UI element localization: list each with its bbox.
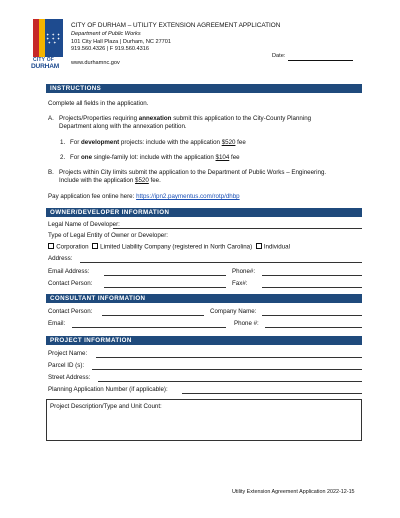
consultant-email-field[interactable] (72, 327, 226, 328)
item-b-marker: B. (48, 169, 54, 176)
logo-bars (33, 19, 63, 57)
payment-link[interactable]: https://ipn2.paymentus.com/rotp/dhbp (136, 193, 240, 200)
sub1-fee: $520 (221, 139, 236, 146)
owner-phone-field[interactable] (262, 275, 362, 276)
item-a-text (59, 115, 359, 122)
entity-type-label: Type of Legal Entity of Owner or Developer: (48, 232, 169, 239)
sub1-mid: projects: include with the application (119, 139, 222, 146)
planning-number-label: Planning Application Number (if applicable): (48, 386, 168, 393)
item-a-line2: Department along with the annexation petition. (59, 123, 187, 130)
sub2-post: fee (229, 154, 240, 161)
sub2-fee: $104 (215, 154, 230, 161)
instructions-intro: Complete all fields in the application. (48, 100, 149, 107)
sub2-marker: 2. (60, 154, 66, 161)
sub1-bold: development (81, 139, 120, 146)
department-name: Department of Public Works (71, 31, 141, 37)
logo-durham-text: DURHAM (31, 63, 60, 70)
city-of-durham-logo (33, 19, 63, 71)
corporation-label: Corporation (56, 243, 89, 251)
corporation-checkbox[interactable] (48, 243, 54, 249)
sub2-mid: single-family lot: include with the application (92, 154, 216, 161)
llc-checkbox[interactable] (92, 243, 98, 249)
item-b-post: fee. (148, 177, 161, 184)
department-phone: 919.560.4326 | F 919.560.4316 (71, 46, 149, 52)
item-b-pre: Include with the application (59, 177, 136, 184)
individual-checkbox[interactable] (256, 243, 262, 249)
item-b-fee: $520 (135, 177, 149, 184)
date-label: Date: (272, 53, 286, 59)
owner-address-label: Address: (48, 255, 73, 262)
item-b-line2 (59, 177, 161, 184)
project-description-box[interactable] (46, 399, 362, 441)
consultant-phone-field[interactable] (265, 327, 362, 328)
consultant-email-label: Email: (48, 320, 66, 327)
pay-online-pre: Pay application fee online here: (48, 193, 137, 200)
project-name-field[interactable] (96, 357, 362, 358)
consultant-company-field[interactable] (262, 315, 362, 316)
consultant-contact-label: Contact Person: (48, 308, 93, 315)
owner-heading: OWNER/DEVELOPER INFORMATION (46, 208, 362, 217)
parcel-id-field[interactable] (92, 369, 362, 370)
individual-label: Individual (263, 243, 290, 251)
project-description-label: Project Description/Type and Unit Count: (50, 403, 162, 410)
logo-stars-icon: ✦ ✦ ✦ ✦ ✦ ✦ ✦ ✦ (46, 32, 61, 45)
item-a-bold: annexation (138, 115, 172, 122)
owner-address-field[interactable] (80, 262, 362, 263)
department-address: 101 City Hall Plaza | Durham, NC 27701 (71, 39, 172, 45)
consultant-phone-label: Phone #: (234, 320, 259, 327)
pay-online-text (48, 193, 240, 200)
owner-fax-field[interactable] (262, 287, 362, 288)
logo-city-text: CITY OF (33, 57, 55, 63)
street-address-field[interactable] (98, 381, 362, 382)
consultant-company-label: Company Name: (210, 308, 257, 315)
sub2-bold: one (81, 154, 93, 161)
item-a-marker: A. (48, 115, 54, 122)
date-field[interactable] (288, 60, 353, 61)
sub1-pre: For (70, 139, 82, 146)
website-link[interactable]: www.durhamnc.gov (71, 60, 120, 66)
project-heading: PROJECT INFORMATION (46, 336, 362, 345)
sub1-marker: 1. (60, 139, 66, 146)
item-b-line1: Projects within City limits submit the application to the Department of Public Works – Engineering. (59, 169, 327, 176)
sub2-text (70, 154, 240, 161)
instructions-heading: INSTRUCTIONS (46, 84, 362, 93)
footer-version: Utility Extension Agreement Application 2022-12-15 (232, 489, 355, 495)
consultant-heading: CONSULTANT INFORMATION (46, 294, 362, 303)
owner-contact-field[interactable] (104, 287, 226, 288)
owner-email-label: Email Address: (48, 268, 90, 275)
planning-number-field[interactable] (182, 393, 362, 394)
legal-name-label: Legal Name of Developer: (48, 221, 120, 228)
item-a-pre: Projects/Properties requiring (59, 115, 139, 122)
sub2-pre: For (70, 154, 82, 161)
item-a-post: submit this application to the City-County Planning (171, 115, 312, 122)
page-title: CITY OF DURHAM – UTILITY EXTENSION AGREEMENT APPLICATION (71, 22, 281, 29)
entity-type-options (48, 243, 290, 251)
parcel-id-label: Parcel ID (s): (48, 362, 85, 369)
owner-email-field[interactable] (104, 275, 226, 276)
owner-fax-label: Fax#: (232, 280, 248, 287)
owner-contact-label: Contact Person: (48, 280, 93, 287)
project-name-label: Project Name: (48, 350, 88, 357)
street-address-label: Street Address: (48, 374, 91, 381)
legal-name-field[interactable] (113, 228, 362, 229)
sub1-text (70, 139, 246, 146)
consultant-contact-field[interactable] (102, 315, 204, 316)
sub1-post: fee (235, 139, 246, 146)
llc-label: Limited Liability Company (registered in North Carolina) (100, 243, 253, 251)
owner-phone-label: Phone#: (232, 268, 256, 275)
